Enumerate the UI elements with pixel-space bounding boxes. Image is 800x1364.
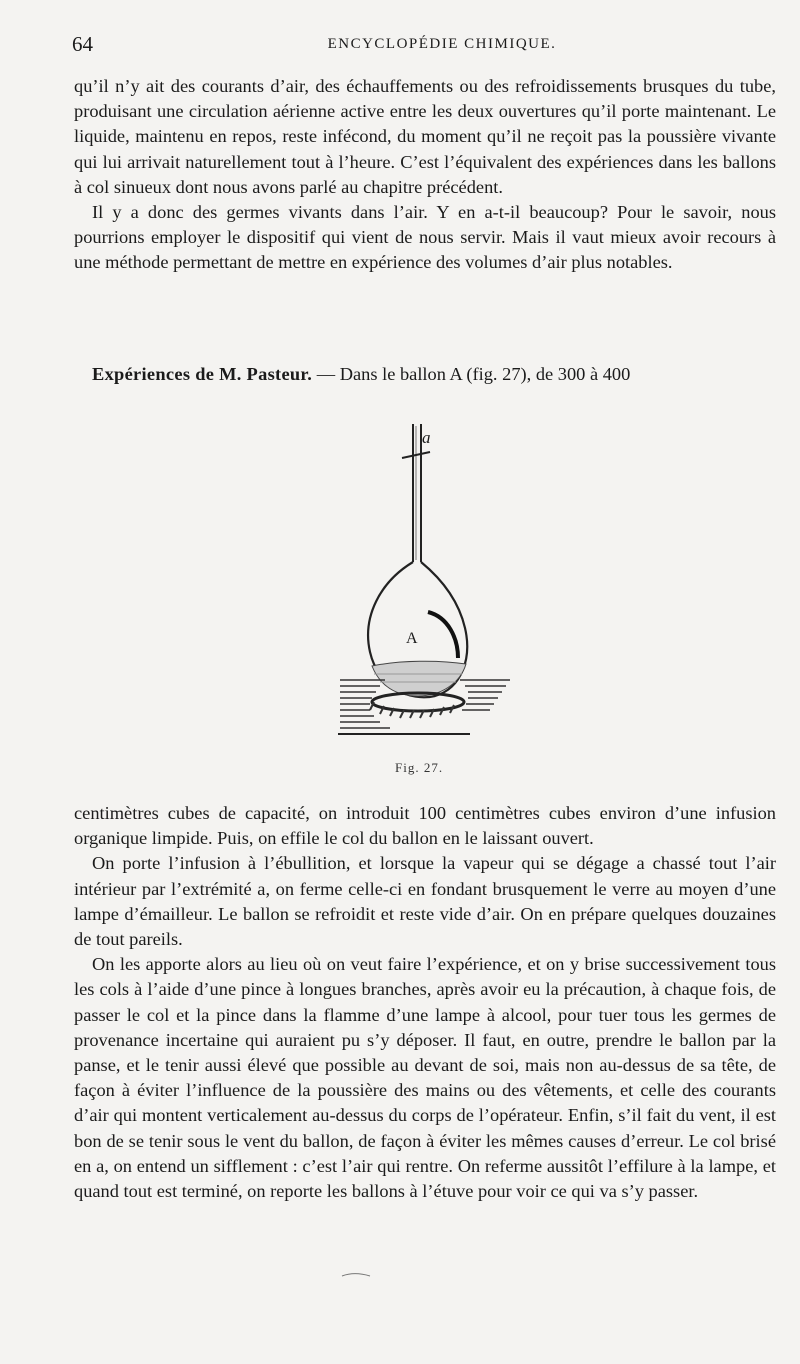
label-flask: A bbox=[406, 630, 418, 647]
figure-caption: Fig. 27. bbox=[395, 760, 444, 775]
paragraph: centimètres cubes de capacité, on introduit 100 centimètres cubes environ d’une infusion organique limpide. Puis, on effile le col du ballon en le laissant ouvert. bbox=[74, 803, 776, 849]
paragraph: On les apporte alors au lieu où on veut faire l’expérience, et on y brise successivement tous les cols à l’aide d’une pince à longues branches, après avoir eu la précaution, à chaque fois, de passer le col et la pince dans la flamme d’une lampe à alcool, pour tuer tous les germes de provenance incertaine qui auraient pu s’y déposer. Il faut, en outre, prendre le ballon par la panse, et le tenir aussi élevé que possible au devant de soi, mais non au-dessus de sa tête, de façon à éviter l’influence de la poussière des mains ou des vêtements, et celle des courants d’air qui montent verticalement au-dessus du corps de l’opérateur. Enfin, s’il fait du vent, il est bon de se tenir sous le vent du ballon, de façon à éviter les mêmes causes d’erreur. Le col brisé en a, on entend un sifflement : c’est l’air qui rentre. On referme aussitôt l’effilure à la lampe, et quand tout est terminé, on reporte les ballons à l’étuve pour voir ce qui va s’y passer. bbox=[74, 954, 776, 1202]
page-header bbox=[72, 32, 772, 58]
running-title: ENCYCLOPÉDIE CHIMIQUE. bbox=[327, 36, 557, 52]
paragraph: Il y a donc des germes vivants dans l’air. Y en a-t-il beaucoup? Pour le savoir, nous pourrions employer le dispositif qui vient de nous servir. Mais il vaut mieux avoir recours à une méthode permettant de mettre en expérience des volumes d’air plus notables. bbox=[74, 202, 776, 273]
paragraph: On porte l’infusion à l’ébullition, et lorsque la vapeur qui se dégage a chassé tout l’air intérieur par l’extrémité a, on ferme celle-ci en fondant brusquement le verre au moyen d’une lampe d’émailleur. Le ballon se refroidit et reste vide d’air. On en prépare quelques douzaines de tout pareils. bbox=[74, 853, 776, 950]
paragraph: qu’il n’y ait des courants d’air, des échauffements ou des refroidissements brusques du tube, produisant une circulation aérienne active entre les deux ouvertures qu’il porte maintenant. Le liquide, maintenu en repos, reste infécond, du moment qu’il ne reçoit pas la poussière vivante qui lui arrivait naturellement tout à l’heure. C’est l’équivalent des expériences dans les ballons à col sinueux dont nous avons parlé au chapitre précédent. bbox=[74, 76, 776, 197]
page-number: 64 bbox=[72, 32, 93, 56]
text-block-bottom bbox=[74, 801, 776, 1204]
footer-ornament bbox=[340, 1272, 372, 1278]
section-heading-line bbox=[74, 362, 776, 387]
figure-flask-illustration bbox=[310, 412, 530, 752]
text-block-top bbox=[74, 74, 776, 276]
flask-drawing bbox=[310, 412, 530, 752]
label-neck: a bbox=[422, 428, 431, 447]
section-title: Expériences de M. Pasteur. bbox=[92, 364, 313, 384]
section-lead-text: — Dans le ballon A (fig. 27), de 300 à 400 bbox=[312, 364, 631, 384]
